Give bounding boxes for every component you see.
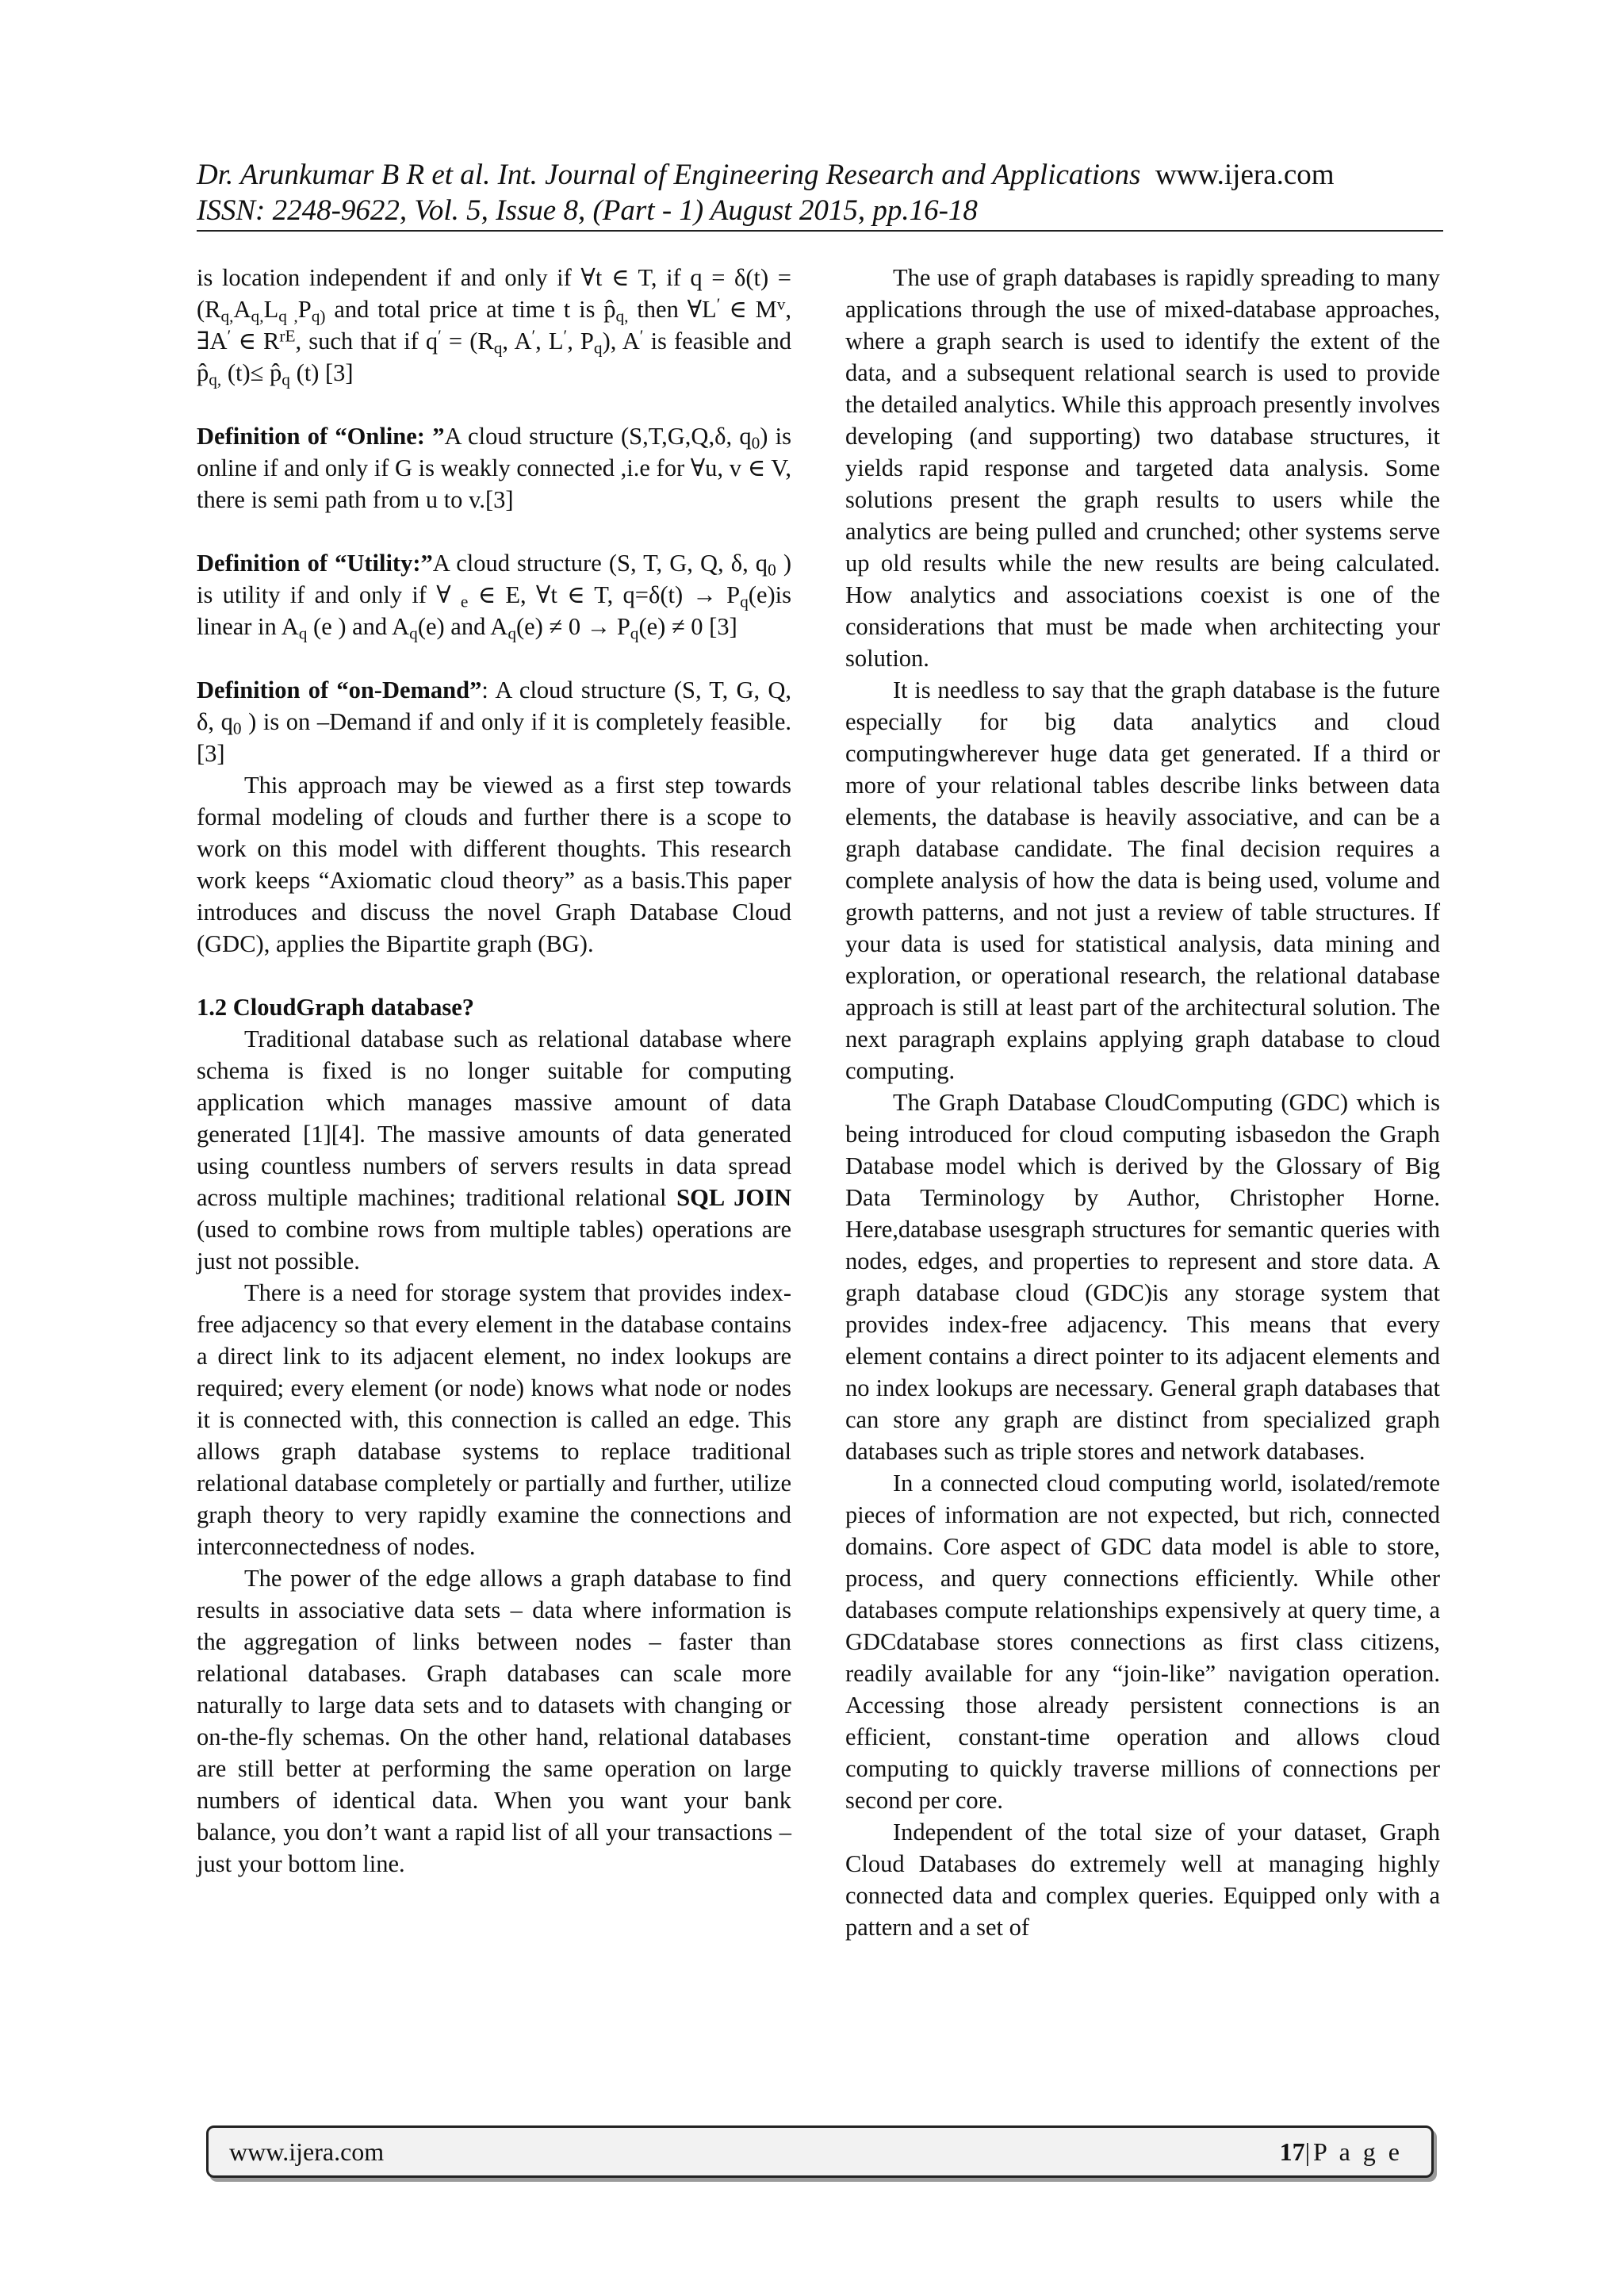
left-column xyxy=(197,262,791,1880)
edge-power-paragraph: The power of the edge allows a graph database to find results in associative data sets – data where information is the aggregation of links between nodes – faster than relational databases. Graph databases can scale more naturally to large data sets and to datasets with changing or on-the-fly schemas. On the other hand, relational databases are still better at performing the same operation on large numbers of identical data. When you want your bank balance, you don’t want a rapid list of all your transactions – just your bottom line. xyxy=(197,1565,791,1877)
header-issn-line: ISSN: 2248-9622, Vol. 5, Issue 8, (Part - 1) August 2015, pp.16-18 xyxy=(197,194,978,227)
page-label: |P a g e xyxy=(1304,2137,1403,2166)
footer-page-indicator xyxy=(1280,2136,1403,2168)
right-column xyxy=(845,262,1440,1943)
definition-utility: Definition of “Utility:”A cloud structure (S, T, G, Q, δ, $q_0$ ) is utility if and only if ∀ $_e$ ∈ E, ∀t ∈ T, $q=\delta(t) \to P_q(e)is$ linear in $A_q$ (e ) and $A_q(e)$ and $A_q(e) \ne 0 \to P_q(e) \ne 0$ [3] xyxy=(197,550,791,643)
header-site-link[interactable]: www.ijera.com xyxy=(1155,159,1335,191)
storage-need-paragraph: There is a need for storage system that provides index-free adjacency so that every element in the database contains a direct link to its adjacent element, no index lookups are required; every element (or node) knows what node or nodes it is connected with, this connection is called an edge. This allows graph database systems to replace traditional relational database completely or partially and further, utilize graph theory to very rapidly examine the connections and interconnectedness of nodes. xyxy=(197,1279,791,1560)
definition-utility-title: Definition of “Utility:” xyxy=(197,550,433,577)
definition-online: Definition of “Online: ”A cloud structure (S,T,G,Q,δ, $q_0$) is online if and only if G is weakly connected ,i.e for ∀u, v ∈ V, there is semi path from u to v.[3] xyxy=(197,423,792,513)
header-divider xyxy=(197,230,1443,232)
header-journal: Dr. Arunkumar B R et al. Int. Journal of Engineering Research and Applications xyxy=(197,159,1141,191)
running-header xyxy=(197,157,1443,228)
graph-db-future-paragraph: It is needless to say that the graph database is the future especially for big data analytics and cloud computingwherever huge data get generated. If a third or more of your relational tables describe links between data elements, the database is heavily associative, and can be a graph database candidate. The final decision requires a complete analysis of how the data is being used, volume and growth patterns, and not just a review of table structures. If your data is used for statistical analysis, data mining and exploration, or operational research, the relational database approach is still at least part of the architectural solution. The next paragraph explains applying graph database to cloud computing. xyxy=(845,677,1440,1084)
traditional-database-paragraph: Traditional database such as relational database where schema is fixed is no longer suitable for computing application which manages massive amount of data generated [1][4]. The massive amounts of data generated using countless numbers of servers results in data spread across multiple machines; traditional relational SQL JOIN (used to combine rows from multiple tables) operations are just not possible. xyxy=(197,1025,792,1274)
graph-db-usage-paragraph: The use of graph databases is rapidly spreading to many applications through the use of mixed-database approaches, where a graph search is used to identify the extent of the data, and a subsequent relational search is used to provide the detailed analytics. While this approach presently involves developing (and supporting) two database structures, it yields rapid response and targeted data analysis. Some solutions present the graph results to users while the analytics are being pulled and crunched; other systems serve up old results while the new results are being calculated. How analytics and associations coexist is one of the considerations that must be made when architecting your solution. xyxy=(845,264,1440,672)
connected-world-paragraph: In a connected cloud computing world, isolated/remote pieces of information are not expected, but rich, connected domains. Core aspect of GDC data model is able to store, process, and query connections efficiently. While other databases compute relationships expensively at query time, a GDCdatabase stores connections as first class citizens, readily available for any “join-like” navigation operation. Accessing those already persistent connections is an efficient, constant-time operation and allows cloud computing to quickly traverse millions of connections per second per core. xyxy=(845,1470,1440,1814)
definition-on-demand: Definition of “on-Demand”: A cloud structure (S, T, G, Q, δ, $q_0$ ) is on –Demand if and only if it is completely feasible.[3] xyxy=(197,677,791,767)
page-footer xyxy=(206,2125,1434,2178)
location-independence-paragraph: is location independent if and only if ∀t ∈ T, if $q = \delta(t) = (R_{q,}A_{q,}L_{q ,}P_{q)}$ and total price at time t is $p̂_{q,}$ then ∀L′ ∈ $M^v$, ∃A′ ∈ $R^{rE}$, such that if $q' = (R_q$, A′, L′, $P_q$), A′ is feasible and $p̂_{q,}$ $(t)\le p̂_q$ (t) [3] xyxy=(197,264,792,389)
definition-on-demand-title: Definition of “on-Demand” xyxy=(197,677,482,703)
header-citation-line xyxy=(197,157,1443,193)
page-number: 17 xyxy=(1279,2137,1305,2166)
footer-site-link[interactable]: www.ijera.com xyxy=(229,2137,385,2166)
gdc-introduction-paragraph: The Graph Database CloudComputing (GDC) which is being introduced for cloud computing isbasedon the Graph Database model which is derived by the Glossary of Big Data Terminology by Author, Christopher Horne. Here,database usesgraph structures for semantic queries with nodes, edges, and properties to represent and store data. A graph database cloud (GDC)is any storage system that provides index-free adjacency. This means that every element contains a direct pointer to its adjacent elements and no index lookups are necessary. General graph databases that can store any graph are distinct from specialized graph databases such as triple stores and network databases. xyxy=(845,1089,1440,1465)
dataset-size-paragraph: Independent of the total size of your dataset, Graph Cloud Databases do extremely well at managing highly connected data and complex queries. Equipped only with a pattern and a set of xyxy=(845,1819,1440,1941)
section-heading: 1.2 CloudGraph database? xyxy=(197,994,474,1021)
approach-paragraph: This approach may be viewed as a first step towards formal modeling of clouds and further there is a scope to work on this model with different thoughts. This research work keeps “Axiomatic cloud theory” as a basis.This paper introduces and discuss the novel Graph Database Cloud (GDC), applies the Bipartite graph (BG). xyxy=(197,772,791,957)
definition-online-title: Definition of “Online: ” xyxy=(197,423,445,450)
